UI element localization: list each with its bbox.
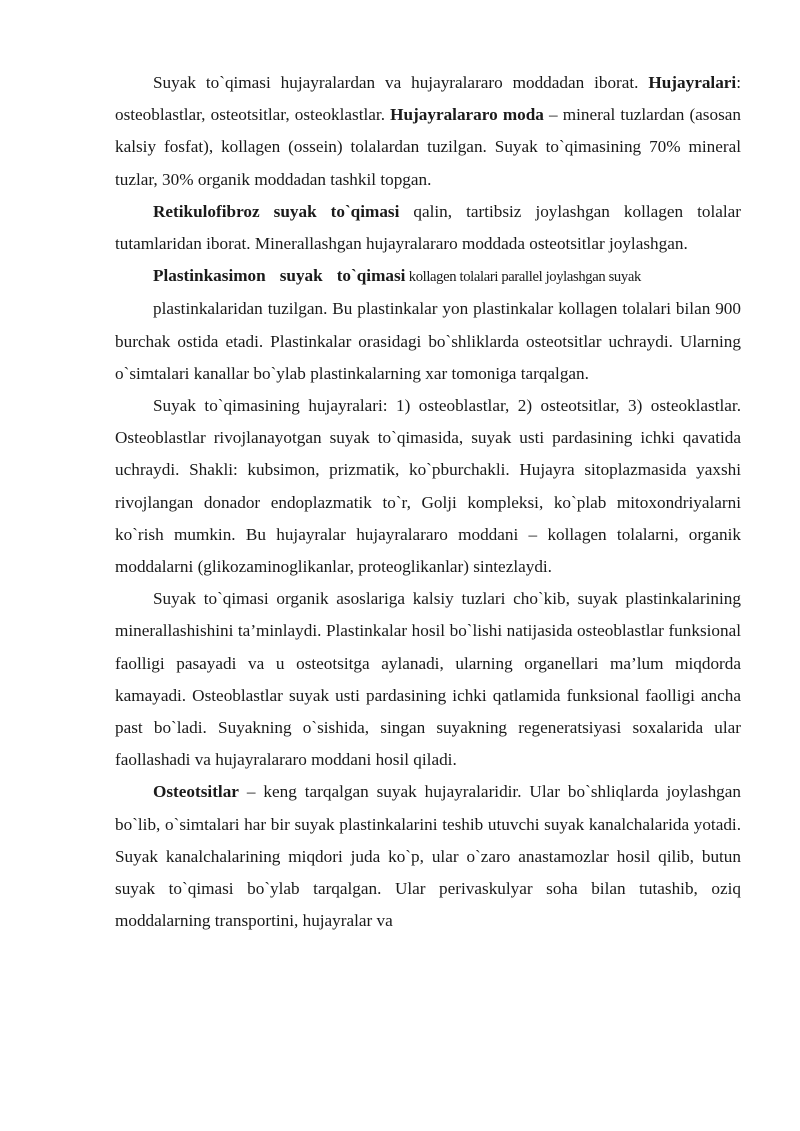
paragraph-bone-tissue-intro: [115, 67, 741, 196]
paragraph-mineralization: Suyak to`qimasi organik asoslariga kalsiy tuzlari cho`kib, suyak plastinkalarining minerallashishini ta’minlaydi. Plastinkalar hosil bo`lishi natijasida osteoblastlar funksional faolligi pasayadi va u osteotsitga aylanadi, ularning organellari ma’lum miqdorda kamayadi. Osteoblastlar suyak usti pardasining ichki qatlamida funksional faolligi ancha past bo`ladi. Suyakning o`sishida, singan suyakning regeneratsiyasi soxalarida ular faollashadi va hujayralararo moddani hosil qiladi.: [115, 589, 741, 770]
paragraph-lamellar-bone-body: plastinkalaridan tuzilgan. Bu plastinkalar yon plastinkalar kollagen tolalari bilan 900 burchak ostida etadi. Plastinkalar orasidagi bo`shliklarda osteotsitlar uchraydi. Ularning o`simtalari kanallar bo`ylab plastinkalarning xar tomoniga tarqalgan.: [115, 299, 741, 383]
paragraph-lamellar-bone-heading: [115, 260, 741, 293]
text-run: – mineral tuzlardan (asosan kalsiy fosfat), kollagen (ossein) tolalardan tuzilgan. Suyak to`qimasining 70% mineral tuzlar, 30% organik moddadan tashkil topgan.: [115, 105, 741, 189]
term-plastinkasimon: Plastinkasimon: [153, 266, 266, 286]
text-run: kollagen tolalari parallel joylashgan suyak: [405, 269, 641, 286]
text-run: Suyak to`qimasi hujayralardan va hujayralararo moddadan iborat.: [153, 73, 649, 92]
term-retikulofibroz: Retikulofibroz suyak to`qimasi: [153, 201, 400, 221]
term-suyak: suyak: [279, 266, 323, 286]
term-osteotsitlar: Osteotsitlar: [153, 782, 239, 802]
term-hujayralararo-moda: Hujayralararo moda: [390, 105, 544, 125]
term-hujayralari: Hujayralari: [648, 73, 737, 92]
paragraph-osteocytes: [115, 776, 741, 937]
text-run: qalin, tartibsiz joylashgan kollagen tolalar tutamlaridan iborat. Minerallashgan hujayralararo moddada osteotsitlar joylashgan.: [115, 201, 742, 254]
paragraph-reticulofibrous-bone: [115, 196, 741, 260]
text-run: – keng tarqalgan suyak hujayralaridir. Ular bo`shliqlarda joylashgan bo`lib, o`simtalari har bir suyak plastinkalarini teshib utuvchi suyak kanalchalarida yotadi. Suyak kanalchalarining miqdori juda ko`p, ular o`zaro anastamozlar hosil qilib, butun suyak to`qimasi bo`ylab tarqalgan. Ular perivaskulyar soha bilan tutashib, oziq moddalarning transportini, hujayralar va: [115, 782, 741, 931]
document-page: [115, 67, 741, 937]
term-toqimasi: to`qimasi: [336, 266, 406, 286]
text-run: : osteoblastlar, osteotsitlar, osteoklastlar.: [115, 73, 741, 125]
paragraph-bone-cells-osteoblasts: Suyak to`qimasining hujayralari: 1) osteoblastlar, 2) osteotsitlar, 3) osteoklastlar. Osteoblastlar rivojlanayotgan suyak to`qimasida, suyak usti pardasining ichki qavatida uchraydi. Shakli: kubsimon, prizmatik, ko`pburchakli. Hujayra sitoplazmasida yaxshi rivojlangan donador endoplazmatik to`r, Golji kompleksi, ko`plab mitoxondriyalarni ko`rish mumkin. Bu hujayralar hujayralararo moddani – kollagen tolalarni, organik moddalarni (glikozaminoglikanlar, proteoglikanlar) sintezlaydi.: [115, 396, 741, 577]
